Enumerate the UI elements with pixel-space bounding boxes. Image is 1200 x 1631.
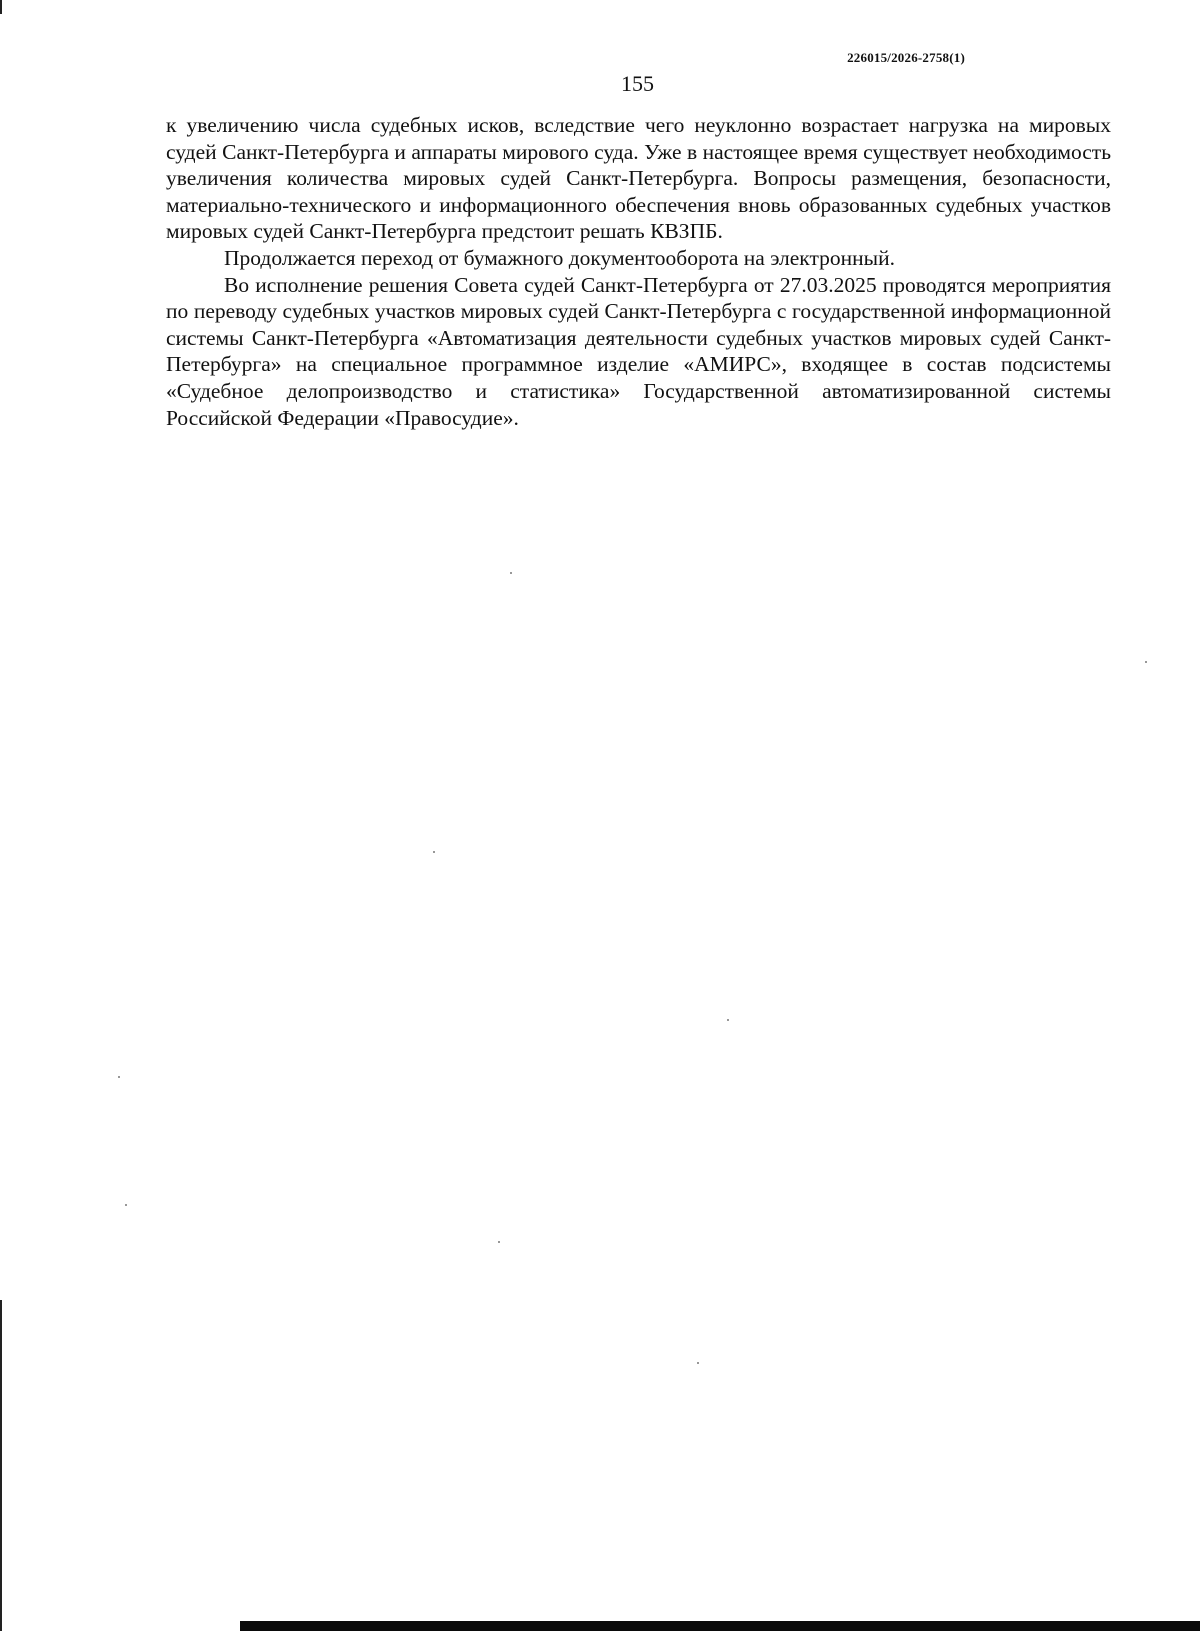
document-body [166, 112, 1111, 431]
scan-bottom-edge [240, 1621, 1200, 1631]
scan-speck [433, 851, 435, 853]
scan-speck [498, 1241, 500, 1243]
scan-speck [697, 1362, 699, 1364]
scan-speck [118, 1076, 120, 1078]
scan-edge-mark [0, 1300, 2, 1631]
document-id: 226015/2026-2758(1) [847, 50, 965, 65]
scan-speck [125, 1204, 127, 1206]
paragraph: Во исполнение решения Совета судей Санкт-Петербурга от 27.03.2025 проводятся мероприятия по переводу судебных участков мировых судей Санкт-Петербурга с государственной информационной системы Санкт-Петербурга «Автоматизация деятельности судебных участков мировых судей Санкт-Петербурга» на специальное программное изделие «АМИРС», входящее в состав подсистемы «Судебное делопроизводство и статистика» Государственной автоматизированной системы Российской Федерации «Правосудие». [166, 272, 1111, 430]
paragraph: к увеличению числа судебных исков, вследствие чего неуклонно возрастает нагрузка на мировых судей Санкт-Петербурга и аппараты мирового суда. Уже в настоящее время существует необходимость увеличения количества мировых судей Санкт-Петербурга. Вопросы размещения, безопасности, материально-технического и информационного обеспечения вновь образованных судебных участков мировых судей Санкт-Петербурга предстоит решать КВЗПБ. [166, 113, 1111, 244]
scan-edge-mark [0, 0, 2, 14]
paragraph: Продолжается переход от бумажного документооборота на электронный. [224, 245, 895, 270]
scan-speck [727, 1019, 729, 1021]
page-number: 155 [621, 71, 654, 96]
scan-speck [1145, 661, 1147, 663]
scan-speck [510, 572, 512, 574]
